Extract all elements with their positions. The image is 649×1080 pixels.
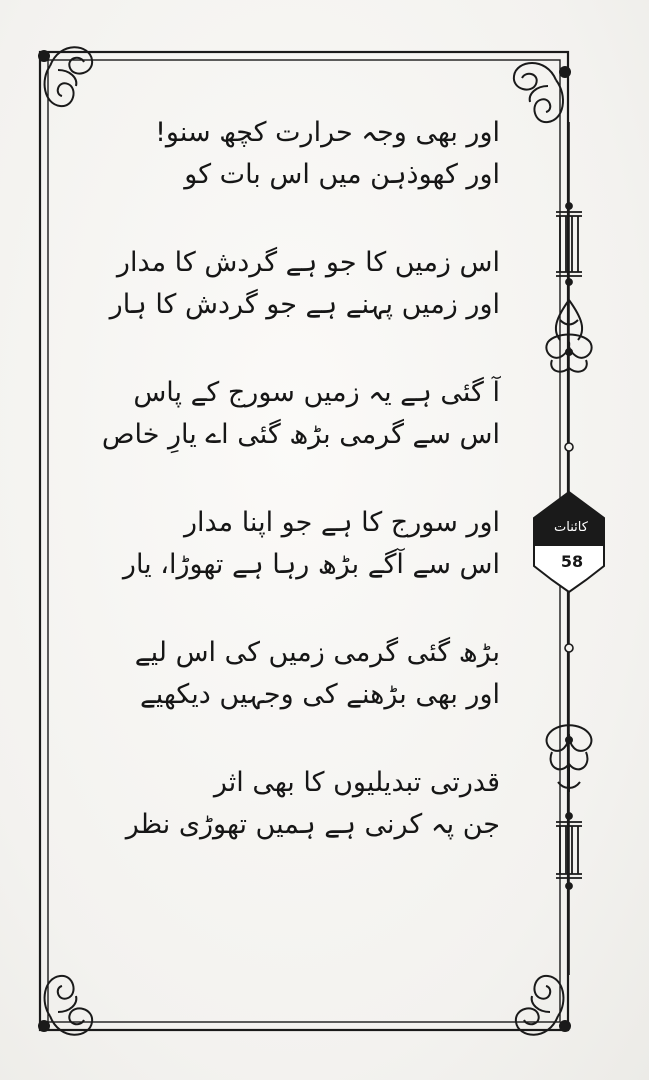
- poem-line: اور بھی بڑھنے کی وجہیں دیکھیے: [139, 679, 500, 710]
- stanza: [101, 372, 500, 456]
- poem-line: آ گئی ہے یہ زمیں سورج کے پاس: [133, 377, 500, 408]
- poem-line: اس زمیں کا جو ہے گردش کا مدار: [116, 247, 500, 278]
- poem-line: اور کھوذہن میں اس بات کو: [184, 159, 500, 190]
- stanza: [145, 112, 500, 196]
- corner-flourish-top-left: [39, 47, 92, 106]
- page-number: 58: [560, 552, 584, 571]
- stanza: [122, 502, 500, 586]
- poem-line: بڑھ گئی گرمی زمیں کی اس لیے: [134, 637, 500, 668]
- stanza: [109, 242, 500, 326]
- poem-body: [101, 112, 500, 892]
- poem-line: اور زمیں پہنے ہے جو گردش کا ہار: [109, 289, 500, 320]
- page-badge: [534, 492, 604, 592]
- poem-line: اور سورج کا ہے جو اپنا مدار: [183, 507, 500, 538]
- corner-flourish-bottom-right: [516, 976, 570, 1035]
- poem-line: اور بھی وجہ حرارت کچھ سنو!: [155, 117, 500, 148]
- stanza: [125, 762, 500, 846]
- poem-line: اس سے گرمی بڑھ گئی اے یارِ خاص: [101, 419, 500, 450]
- poem-line: قدرتی تبدیلیوں کا بھی اثر: [213, 767, 500, 798]
- stanza: [134, 632, 500, 716]
- badge-title: کائنات: [554, 520, 588, 535]
- poem-line: اس سے آگے بڑھ رہا ہے تھوڑا، یار: [122, 549, 500, 580]
- corner-flourish-top-right: [514, 63, 570, 122]
- poem-line: جن پہ کرنی ہے ہمیں تھوڑی نظر: [125, 809, 500, 840]
- corner-flourish-bottom-left: [39, 976, 92, 1035]
